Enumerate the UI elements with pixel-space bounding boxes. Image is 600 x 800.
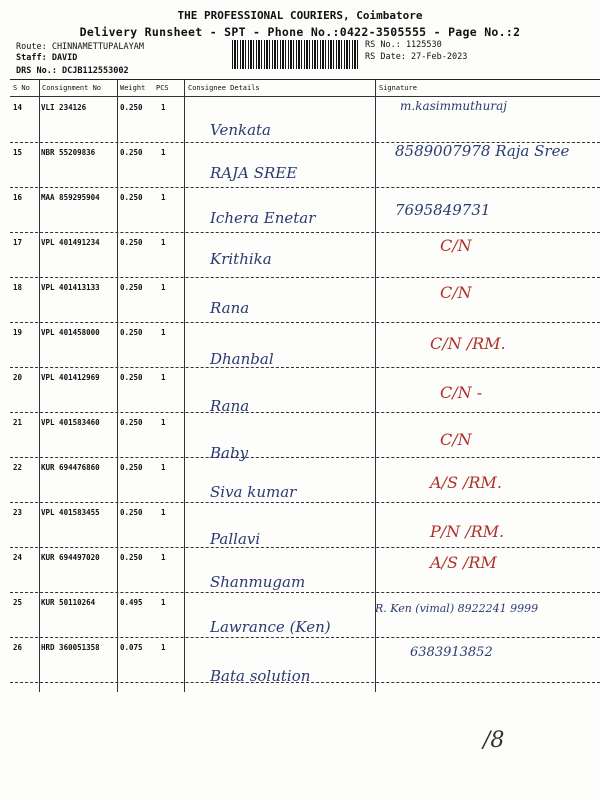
row-signature: C/N /RM. <box>430 334 506 353</box>
row-consignee-handwriting: Dhanbal <box>210 350 274 368</box>
row-consignee-handwriting: Rana <box>210 299 250 317</box>
row-consignment-no: VPL 401583460 <box>41 418 100 427</box>
table-row <box>10 547 600 593</box>
row-pcs: 1 <box>161 418 166 427</box>
row-consignment-no: VPL 401491234 <box>41 238 100 247</box>
row-weight: 0.495 <box>120 598 143 607</box>
row-sno: 21 <box>13 418 23 427</box>
row-pcs: 1 <box>161 508 166 517</box>
row-weight: 0.250 <box>120 148 143 157</box>
row-consignment-no: VPL 401458000 <box>41 328 100 337</box>
row-consignment-no: VPL 401413133 <box>41 283 100 292</box>
table-row <box>10 322 600 368</box>
row-pcs: 1 <box>161 328 166 337</box>
row-consignee-handwriting: RAJA SREE <box>210 164 298 182</box>
drs-number: DRS No.: DCJB112553002 <box>16 66 129 76</box>
row-pcs: 1 <box>161 643 166 652</box>
row-consignee-handwriting: Ichera Enetar <box>210 209 316 227</box>
table-row <box>10 592 600 638</box>
row-consignment-no: MAA 859295904 <box>41 193 100 202</box>
row-pcs: 1 <box>161 463 166 472</box>
row-signature: P/N /RM. <box>430 522 505 541</box>
route-label: Route: CHINNAMETTUPALAYAM <box>16 42 144 52</box>
runsheet-table <box>10 79 600 692</box>
row-sno: 15 <box>13 148 23 157</box>
row-signature: A/S /RM <box>430 553 497 572</box>
row-sno: 23 <box>13 508 23 517</box>
table-row <box>10 277 600 323</box>
row-consignment-no: KUR 694476860 <box>41 463 100 472</box>
table-row <box>10 412 600 462</box>
row-consignee-handwriting: Lawrance (Ken) <box>210 618 331 636</box>
row-consignee-handwriting: Shanmugam <box>210 573 306 591</box>
row-sno: 19 <box>13 328 23 337</box>
header-consignee: Consignee Details <box>188 84 260 92</box>
table-row <box>10 187 600 233</box>
row-signature: C/N <box>440 236 472 255</box>
row-weight: 0.250 <box>120 418 143 427</box>
row-pcs: 1 <box>161 598 166 607</box>
row-sno: 14 <box>13 103 23 112</box>
row-signature: C/N <box>440 283 472 302</box>
row-consignee-handwriting: Baby <box>210 444 249 462</box>
row-weight: 0.250 <box>120 553 143 562</box>
row-weight: 0.250 <box>120 463 143 472</box>
row-sno: 17 <box>13 238 23 247</box>
row-weight: 0.250 <box>120 328 143 337</box>
row-weight: 0.250 <box>120 103 143 112</box>
row-consignee-handwriting: Venkata <box>210 121 271 139</box>
row-sno: 16 <box>13 193 23 202</box>
row-pcs: 1 <box>161 238 166 247</box>
row-consignment-no: VPL 401583455 <box>41 508 100 517</box>
staff-label: Staff: DAVID <box>16 53 78 63</box>
rs-date: RS Date: 27-Feb-2023 <box>365 52 468 62</box>
row-consignee-handwriting: Rana <box>210 397 250 415</box>
row-consignee-handwriting: Pallavi <box>210 530 261 548</box>
row-pcs: 1 <box>161 103 166 112</box>
row-weight: 0.250 <box>120 508 143 517</box>
row-consignee-handwriting: Siva kumar <box>210 483 297 501</box>
row-weight: 0.250 <box>120 283 143 292</box>
table-row <box>10 97 600 143</box>
row-consignment-no: VLI 234126 <box>41 103 87 112</box>
row-consignment-no: VPL 401412969 <box>41 373 100 382</box>
row-sno: 22 <box>13 463 23 472</box>
table-row <box>10 457 600 503</box>
barcode <box>232 40 358 69</box>
row-signature: m.kasimmuthuraj <box>400 99 507 113</box>
header-consignment: Consignment No <box>42 84 102 92</box>
row-consignment-no: KUR 50110264 <box>41 598 96 607</box>
row-consignment-no: NBR 55209836 <box>41 148 96 157</box>
row-sno: 20 <box>13 373 23 382</box>
header-pcs: PCS <box>156 84 169 92</box>
row-weight: 0.250 <box>120 238 143 247</box>
row-pcs: 1 <box>161 283 166 292</box>
row-weight: 0.075 <box>120 643 143 652</box>
row-pcs: 1 <box>161 193 166 202</box>
row-signature: 6383913852 <box>410 645 493 660</box>
runsheet-title: Delivery Runsheet - SPT - Phone No.:0422-3505555 - Page No.:2 <box>79 25 521 39</box>
row-consignee-handwriting: Krithika <box>210 250 272 268</box>
table-row <box>10 637 600 683</box>
table-row <box>10 502 600 548</box>
row-pcs: 1 <box>161 553 166 562</box>
row-signature: C/N <box>440 430 472 449</box>
row-weight: 0.250 <box>120 373 143 382</box>
row-signature: A/S /RM. <box>430 473 502 492</box>
row-sno: 24 <box>13 553 23 562</box>
table-row <box>10 142 600 188</box>
row-pcs: 1 <box>161 148 166 157</box>
table-row <box>10 367 600 413</box>
row-pcs: 1 <box>161 373 166 382</box>
table-row <box>10 232 600 278</box>
row-signature: 7695849731 <box>395 201 491 219</box>
row-weight: 0.250 <box>120 193 143 202</box>
company-title: THE PROFESSIONAL COURIERS, Coimbatore <box>177 9 423 22</box>
rs-number: RS No.: 1125530 <box>365 40 442 50</box>
header-weight: Weight <box>120 84 146 92</box>
row-consignment-no: HRD 360051358 <box>41 643 100 652</box>
row-sno: 25 <box>13 598 23 607</box>
row-signature: 8589007978 Raja Sree <box>395 142 570 160</box>
row-signature: R. Ken (vimal) 8922241 9999 <box>375 602 539 615</box>
row-sno: 18 <box>13 283 23 292</box>
header-signature: Signature <box>379 84 417 92</box>
header-sno: S No <box>13 84 30 92</box>
row-consignment-no: KUR 694497020 <box>41 553 100 562</box>
page-mark: /8 <box>483 728 505 753</box>
row-sno: 26 <box>13 643 23 652</box>
row-consignee-handwriting: Bata solution <box>210 667 311 685</box>
row-signature: C/N - <box>440 383 483 402</box>
